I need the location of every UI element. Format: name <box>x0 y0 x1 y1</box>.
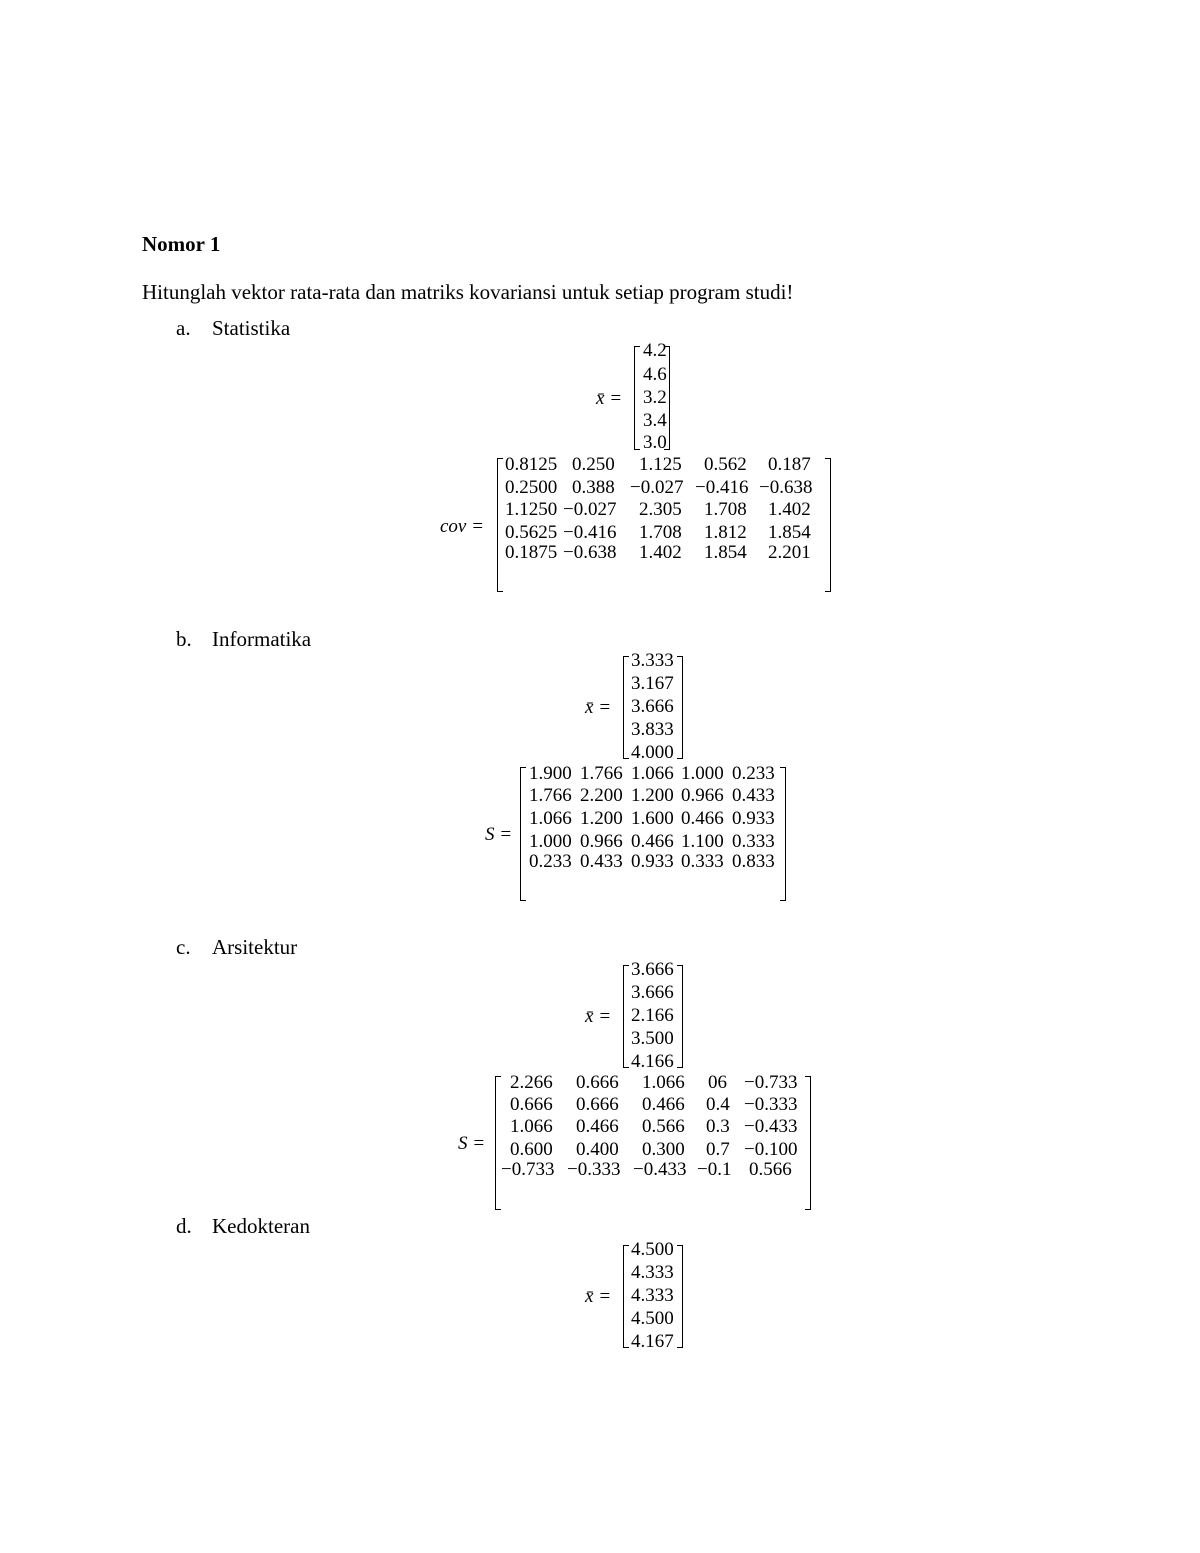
equals-sign: = <box>473 1133 485 1154</box>
matrix-cell: 1.766 <box>580 763 623 784</box>
matrix-cell: 1.200 <box>580 808 623 829</box>
matrix-cell: 0.400 <box>576 1139 619 1160</box>
matrix-cell: 0.933 <box>732 808 775 829</box>
cov-matrix-arsitektur <box>495 1072 811 1210</box>
matrix-cell: 1.066 <box>631 763 674 784</box>
vector-entry: 3.666 <box>631 696 674 717</box>
vector-entry: 4.500 <box>631 1239 674 1260</box>
section-letter: a. <box>176 316 191 340</box>
matrix-cell: 1.125 <box>639 454 682 475</box>
matrix-cell: 1.000 <box>529 831 572 852</box>
matrix-cell: 1.766 <box>529 785 572 806</box>
matrix-cell: 0.8125 <box>505 454 558 475</box>
matrix-cell: 1.200 <box>631 785 674 806</box>
matrix-cell: 1.1250 <box>505 499 558 520</box>
mean-vector-label <box>585 1286 610 1308</box>
matrix-cell: 0.333 <box>681 851 724 872</box>
vector-entry: 4.167 <box>631 1331 674 1352</box>
page-title: Nomor 1 <box>142 232 221 256</box>
matrix-cell: 0.7 <box>706 1139 730 1160</box>
matrix-cell: 0.833 <box>732 851 775 872</box>
matrix-symbol: S <box>458 1133 468 1154</box>
left-bracket <box>623 1245 629 1348</box>
cov-matrix-informatika <box>520 763 786 901</box>
matrix-cell: 0.187 <box>768 454 811 475</box>
matrix-cell: 0.562 <box>704 454 747 475</box>
vector-entry: 3.333 <box>631 650 674 671</box>
matrix-cell: −0.333 <box>744 1094 798 1115</box>
matrix-cell: 2.305 <box>639 499 682 520</box>
matrix-cell: 1.402 <box>768 499 811 520</box>
left-bracket <box>634 346 640 450</box>
matrix-cell: 0.666 <box>510 1094 553 1115</box>
matrix-cell: 0.566 <box>642 1116 685 1137</box>
vector-entry: 3.2 <box>643 387 667 408</box>
matrix-cell: 0.433 <box>580 851 623 872</box>
vector-entry: 4.6 <box>643 364 667 385</box>
matrix-cell: 0.466 <box>681 808 724 829</box>
matrix-cell: 0.966 <box>580 831 623 852</box>
matrix-cell: −0.416 <box>563 522 617 543</box>
cov-matrix-statistika <box>497 454 831 592</box>
matrix-cell: −0.027 <box>563 499 617 520</box>
mean-vector-label <box>585 1006 610 1028</box>
matrix-cell: 0.333 <box>732 831 775 852</box>
equals-sign: = <box>599 697 611 718</box>
vector-entry: 3.833 <box>631 719 674 740</box>
matrix-cell: −0.638 <box>759 477 813 498</box>
left-bracket <box>497 458 503 592</box>
matrix-cell: 0.466 <box>642 1094 685 1115</box>
left-bracket <box>623 656 629 759</box>
right-bracket <box>677 1245 683 1348</box>
left-bracket <box>520 767 526 901</box>
mean-vector-arsitektur <box>623 959 683 1072</box>
mean-symbol: x̄ <box>585 1006 594 1027</box>
section-b-label <box>176 627 311 652</box>
matrix-cell: 0.1875 <box>505 542 558 563</box>
matrix-cell: −0.027 <box>630 477 684 498</box>
matrix-cell: 0.300 <box>642 1139 685 1160</box>
matrix-cell: −0.433 <box>633 1159 687 1180</box>
matrix-cell: 1.812 <box>704 522 747 543</box>
section-name: Statistika <box>212 316 291 340</box>
matrix-cell: 1.854 <box>704 542 747 563</box>
vector-entry: 4.000 <box>631 742 674 763</box>
matrix-cell: −0.416 <box>695 477 749 498</box>
matrix-cell: 0.233 <box>732 763 775 784</box>
matrix-cell: 0.388 <box>572 477 615 498</box>
vector-entry: 4.166 <box>631 1051 674 1072</box>
matrix-cell: 0.666 <box>576 1072 619 1093</box>
section-letter: b. <box>176 627 192 651</box>
matrix-cell: −0.1 <box>697 1159 732 1180</box>
matrix-cell: 0.233 <box>529 851 572 872</box>
section-c-label <box>176 935 297 960</box>
matrix-cell: 0.466 <box>576 1116 619 1137</box>
section-name: Kedokteran <box>212 1214 310 1238</box>
matrix-cell: −0.638 <box>563 542 617 563</box>
matrix-cell: −0.333 <box>567 1159 621 1180</box>
matrix-cell: −0.733 <box>501 1159 555 1180</box>
matrix-cell: 1.000 <box>681 763 724 784</box>
vector-entry: 4.2 <box>643 340 667 361</box>
right-bracket <box>780 767 786 901</box>
instruction-text: Hitunglah vektor rata-rata dan matriks kovariansi untuk setiap program studi! <box>142 280 794 304</box>
matrix-symbol: S <box>485 824 495 845</box>
matrix-cell: 1.066 <box>510 1116 553 1137</box>
equals-sign: = <box>500 824 512 845</box>
vector-entry: 3.4 <box>643 410 667 431</box>
section-letter: c. <box>176 935 191 959</box>
matrix-cell: 0.933 <box>631 851 674 872</box>
mean-symbol: x̄ <box>596 388 605 409</box>
matrix-cell: 1.708 <box>639 522 682 543</box>
matrix-cell: 2.200 <box>580 785 623 806</box>
matrix-cell: 0.600 <box>510 1139 553 1160</box>
right-bracket <box>805 1076 811 1210</box>
matrix-cell: 1.708 <box>704 499 747 520</box>
mean-vector-label <box>585 697 610 719</box>
matrix-cell: 2.201 <box>768 542 811 563</box>
mean-vector-kedokteran <box>623 1239 683 1352</box>
cov-matrix-label <box>485 824 511 846</box>
mean-symbol: x̄ <box>585 1286 594 1307</box>
matrix-cell: 1.854 <box>768 522 811 543</box>
vector-entry: 2.166 <box>631 1005 674 1026</box>
matrix-cell: 0.966 <box>681 785 724 806</box>
matrix-cell: 0.250 <box>572 454 615 475</box>
section-name: Informatika <box>212 627 312 651</box>
section-letter: d. <box>176 1214 192 1238</box>
matrix-cell: 0.4 <box>706 1094 730 1115</box>
mean-vector-label <box>596 388 621 410</box>
vector-entry: 3.666 <box>631 959 674 980</box>
equals-sign: = <box>599 1286 611 1307</box>
matrix-cell: 06 <box>708 1072 727 1093</box>
matrix-cell: 0.566 <box>749 1159 792 1180</box>
matrix-cell: 0.2500 <box>505 477 558 498</box>
vector-entry: 3.666 <box>631 982 674 1003</box>
vector-entry: 3.167 <box>631 673 674 694</box>
matrix-cell: −0.100 <box>744 1139 798 1160</box>
matrix-cell: 0.466 <box>631 831 674 852</box>
matrix-cell: 0.5625 <box>505 522 558 543</box>
vector-entry: 3.0 <box>643 432 667 453</box>
equals-sign: = <box>472 516 484 537</box>
matrix-symbol: cov <box>440 516 467 537</box>
matrix-cell: 0.666 <box>576 1094 619 1115</box>
left-bracket <box>623 965 629 1068</box>
matrix-cell: −0.733 <box>744 1072 798 1093</box>
vector-entry: 4.333 <box>631 1285 674 1306</box>
cov-matrix-label <box>458 1133 484 1155</box>
section-name: Arsitektur <box>212 935 298 959</box>
mean-vector-statistika <box>634 340 670 453</box>
matrix-cell: 0.3 <box>706 1116 730 1137</box>
matrix-cell: 1.066 <box>642 1072 685 1093</box>
vector-entry: 4.500 <box>631 1308 674 1329</box>
matrix-cell: −0.433 <box>744 1116 798 1137</box>
matrix-cell: 0.433 <box>732 785 775 806</box>
matrix-cell: 1.600 <box>631 808 674 829</box>
cov-matrix-label <box>440 516 483 538</box>
section-d-label <box>176 1214 310 1239</box>
matrix-cell: 1.900 <box>529 763 572 784</box>
section-a-label <box>176 316 290 341</box>
equals-sign: = <box>599 1006 611 1027</box>
matrix-cell: 2.266 <box>510 1072 553 1093</box>
vector-entry: 3.500 <box>631 1028 674 1049</box>
equals-sign: = <box>610 388 622 409</box>
matrix-cell: 1.100 <box>681 831 724 852</box>
right-bracket <box>677 965 683 1068</box>
mean-vector-informatika <box>623 650 683 763</box>
right-bracket <box>825 458 831 592</box>
right-bracket <box>677 656 683 759</box>
left-bracket <box>495 1076 501 1210</box>
vector-entry: 4.333 <box>631 1262 674 1283</box>
mean-symbol: x̄ <box>585 697 594 718</box>
matrix-cell: 1.066 <box>529 808 572 829</box>
matrix-cell: 1.402 <box>639 542 682 563</box>
